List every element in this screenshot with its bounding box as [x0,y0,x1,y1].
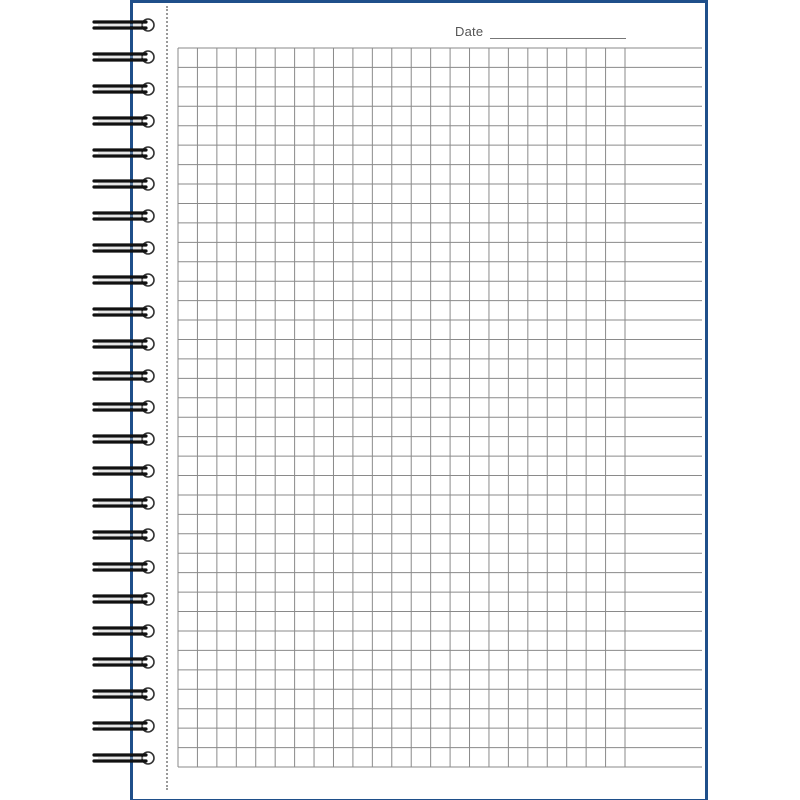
spiral-ring-icon [92,749,156,767]
spiral-ring-icon [92,335,156,353]
spiral-ring-icon [92,526,156,544]
spiral-ring-icon [92,239,156,257]
spiral-ring-icon [92,207,156,225]
spiral-ring-icon [92,303,156,321]
spiral-ring-icon [92,622,156,640]
spiral-ring-icon [92,558,156,576]
spiral-ring-icon [92,462,156,480]
spiral-ring-icon [92,112,156,130]
spiral-ring-icon [92,717,156,735]
spiral-ring-icon [92,685,156,703]
spiral-ring-icon [92,16,156,34]
spiral-ring-icon [92,494,156,512]
spiral-ring-icon [92,653,156,671]
spiral-ring-icon [92,175,156,193]
spiral-ring-icon [92,48,156,66]
spiral-ring-icon [92,144,156,162]
spiral-ring-icon [92,430,156,448]
spiral-ring-icon [92,398,156,416]
spiral-ring-icon [92,80,156,98]
spiral-ring-icon [92,271,156,289]
date-label: Date [455,24,484,39]
spiral-ring-icon [92,367,156,385]
spiral-ring-icon [92,590,156,608]
